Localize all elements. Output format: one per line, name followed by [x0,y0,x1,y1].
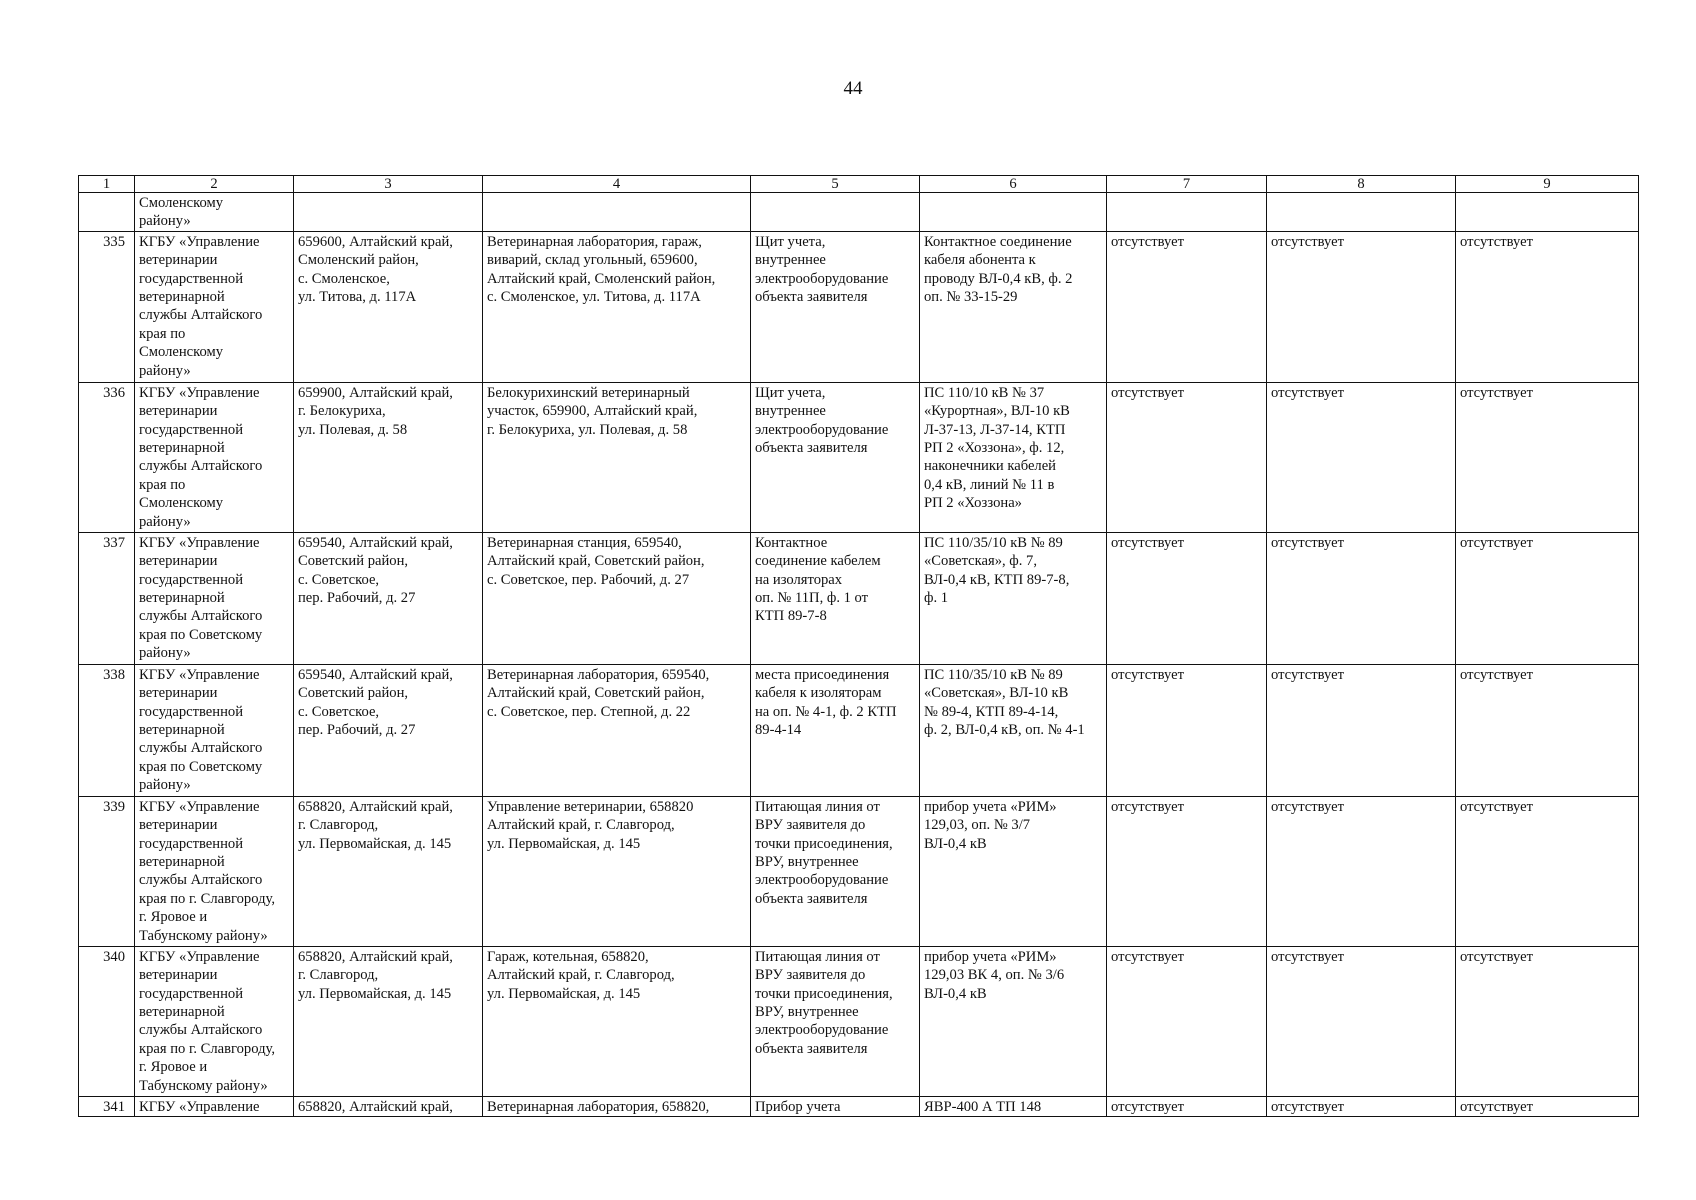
org-name: КГБУ «Управление ветеринарии государственной ветеринарной службы Алтайского края по Смоленскому району» [139,384,263,530]
status-col8: отсутствует [1271,948,1345,965]
table-cell [920,796,1107,946]
org-address: 658820, Алтайский край, г. Славгород, ул. Первомайская, д. 145 [298,948,453,1002]
org-name: КГБУ «Управление ветеринарии государственной ветеринарной службы Алтайского края по Советскому району» [139,534,263,662]
table-row [79,946,1639,1096]
continuation-row [79,193,1639,232]
org-address: 659540, Алтайский край, Советский район, с. Советское, пер. Рабочий, д. 27 [298,534,453,607]
balance-boundary: Щит учета, внутреннее электрооборудование объекта заявителя [755,384,889,457]
column-header: 5 [751,176,920,193]
connection-point: ПС 110/35/10 кВ № 89 «Советская», ф. 7, ВЛ-0,4 кВ, КТП 89-7-8, ф. 1 [924,534,1070,607]
table-cell [920,946,1107,1096]
table-cell [294,382,483,532]
table-cell [135,946,294,1096]
table-cell [1267,231,1456,382]
table-cell [1267,1096,1456,1116]
table-cell [1267,796,1456,946]
status-col8: отсутствует [1271,666,1345,683]
table-cell [1107,382,1267,532]
object-address: Ветеринарная лаборатория, гараж, виварий, склад угольный, 659600, Алтайский край, Смоленский район, с. Смоленское, ул. Титова, д. 117А [487,233,716,306]
status-col7: отсутствует [1111,1098,1185,1115]
row-number: 341 [103,1098,125,1115]
page-number: 44 [843,78,863,99]
table-cell [1107,664,1267,796]
table-row [79,796,1639,946]
table-cell [483,231,751,382]
object-address: Белокурихинский ветеринарный участок, 659900, Алтайский край, г. Белокуриха, ул. Полевая, д. 58 [487,384,698,438]
column-header: 6 [920,176,1107,193]
table-cell [751,1096,920,1116]
column-header: 2 [135,176,294,193]
table-cell [1267,664,1456,796]
table-cell [920,231,1107,382]
row-number: 336 [103,384,125,401]
org-address: 659600, Алтайский край, Смоленский район, с. Смоленское, ул. Титова, д. 117А [298,233,453,306]
table-cell [1456,1096,1639,1116]
table-cell [483,946,751,1096]
table-cell [1456,193,1639,232]
balance-boundary: Питающая линия от ВРУ заявителя до точки присоединения, ВРУ, внутреннее электрооборудование объекта заявителя [755,948,893,1057]
table-cell [79,193,135,232]
table-cell [751,231,920,382]
status-col7: отсутствует [1111,233,1185,250]
table-cell [920,532,1107,664]
table-cell [1267,532,1456,664]
connection-point: ПС 110/10 кВ № 37 «Курортная», ВЛ-10 кВ Л-37-13, Л-37-14, КТП РП 2 «Хоззона», ф. 12, наконечники кабелей 0,4 кВ, линий № 11 в РП 2 «Хоззона» [924,384,1070,512]
balance-boundary: Контактное соединение кабелем на изоляторах оп. № 11П, ф. 1 от КТП 89-7-8 [755,534,881,625]
table-cell [483,796,751,946]
object-address: Ветеринарная лаборатория, 658820, [487,1098,710,1115]
table-cell [294,532,483,664]
table-cell [1107,946,1267,1096]
row-number: 337 [103,534,125,551]
org-name: КГБУ «Управление ветеринарии государственной ветеринарной службы Алтайского края по г. Славгороду, г. Яровое и Табунскому району» [139,948,276,1094]
column-header: 4 [483,176,751,193]
connection-point: прибор учета «РИМ» 129,03, оп. № 3/7 ВЛ-0,4 кВ [924,798,1057,852]
column-header: 3 [294,176,483,193]
column-header: 8 [1267,176,1456,193]
column-number-row [79,176,1639,193]
table-row [79,664,1639,796]
table-cell [920,193,1107,232]
table-row [79,382,1639,532]
table-cell [1456,382,1639,532]
table-cell [79,532,135,664]
row-number: 339 [103,798,125,815]
object-address: Гараж, котельная, 658820, Алтайский край, г. Славгород, ул. Первомайская, д. 145 [487,948,675,1002]
table-cell [483,382,751,532]
status-col8: отсутствует [1271,233,1345,250]
table-cell [920,382,1107,532]
balance-boundary: Щит учета, внутреннее электрооборудование объекта заявителя [755,233,889,306]
status-col9: отсутствует [1460,948,1534,965]
table-cell [135,532,294,664]
status-col9: отсутствует [1460,534,1534,551]
org-name: Смоленскому району» [139,195,224,230]
status-col9: отсутствует [1460,1098,1534,1115]
balance-boundary: Питающая линия от ВРУ заявителя до точки присоединения, ВРУ, внутреннее электрооборудование объекта заявителя [755,798,893,907]
table-cell [920,664,1107,796]
status-col8: отсутствует [1271,798,1345,815]
connection-point: ЯВР-400 А ТП 148 [924,1098,1042,1115]
table-cell [79,796,135,946]
table-cell [751,796,920,946]
table-cell [79,664,135,796]
table-cell [751,532,920,664]
table-cell [1456,532,1639,664]
table-cell [294,193,483,232]
table-cell [483,664,751,796]
table-cell [79,231,135,382]
table-cell [135,796,294,946]
table-cell [751,946,920,1096]
balance-boundary: места присоединения кабеля к изоляторам на оп. № 4-1, ф. 2 КТП 89-4-14 [755,666,897,739]
table-cell [920,1096,1107,1116]
balance-boundary: Прибор учета [755,1098,841,1115]
table-cell [1456,946,1639,1096]
column-header: 7 [1107,176,1267,193]
status-col7: отсутствует [1111,534,1185,551]
table-cell [1107,231,1267,382]
column-header: 1 [79,176,135,193]
table-cell [1267,382,1456,532]
status-col7: отсутствует [1111,798,1185,815]
table-row [79,532,1639,664]
object-address: Ветеринарная станция, 659540, Алтайский край, Советский район, с. Советское, пер. Рабочий, д. 27 [487,534,705,588]
status-col7: отсутствует [1111,666,1185,683]
table-cell [1107,796,1267,946]
table-cell [483,532,751,664]
org-name: КГБУ «Управление ветеринарии государственной ветеринарной службы Алтайского края по Смоленскому району» [139,233,263,379]
status-col8: отсутствует [1271,534,1345,551]
object-address: Управление ветеринарии, 658820 Алтайский край, г. Славгород, ул. Первомайская, д. 145 [487,798,694,852]
table-cell [79,1096,135,1116]
table-cell [294,664,483,796]
status-col7: отсутствует [1111,948,1185,965]
table-cell [483,1096,751,1116]
org-name: КГБУ «Управление ветеринарии государственной ветеринарной службы Алтайского края по г. Славгороду, г. Яровое и Табунскому району» [139,798,276,944]
table-cell [1456,664,1639,796]
table-cell [483,193,751,232]
table-cell [79,382,135,532]
table-cell [135,664,294,796]
row-number: 340 [103,948,125,965]
org-name: КГБУ «Управление [139,1098,260,1115]
table-cell [294,796,483,946]
table-cell [135,1096,294,1116]
table-cell [1107,532,1267,664]
table-cell [135,193,294,232]
status-col7: отсутствует [1111,384,1185,401]
connection-point: Контактное соединение кабеля абонента к проводу ВЛ-0,4 кВ, ф. 2 оп. № 33-15-29 [924,233,1073,306]
table-cell [294,946,483,1096]
table-row [79,231,1639,382]
table-cell [1456,796,1639,946]
org-address: 659540, Алтайский край, Советский район, с. Советское, пер. Рабочий, д. 27 [298,666,453,739]
table-cell [1267,193,1456,232]
table-cell [1107,1096,1267,1116]
status-col8: отсутствует [1271,384,1345,401]
table-cell [79,946,135,1096]
table-cell [135,231,294,382]
connection-point: прибор учета «РИМ» 129,03 ВК 4, оп. № 3/6 ВЛ-0,4 кВ [924,948,1065,1002]
table-cell [751,193,920,232]
row-number: 335 [103,233,125,250]
status-col9: отсутствует [1460,798,1534,815]
org-address: 659900, Алтайский край, г. Белокуриха, ул. Полевая, д. 58 [298,384,453,438]
table-cell [294,231,483,382]
status-col9: отсутствует [1460,233,1534,250]
table-row [79,1096,1639,1116]
table-cell [1107,193,1267,232]
table-cell [1456,231,1639,382]
status-col9: отсутствует [1460,384,1534,401]
object-address: Ветеринарная лаборатория, 659540, Алтайский край, Советский район, с. Советское, пер. Степной, д. 22 [487,666,710,720]
connection-point: ПС 110/35/10 кВ № 89 «Советская», ВЛ-10 кВ № 89-4, КТП 89-4-14, ф. 2, ВЛ-0,4 кВ, оп. № 4-1 [924,666,1085,739]
table-body [79,176,1639,1117]
registry-table [78,175,1639,1117]
column-header: 9 [1456,176,1639,193]
row-number: 338 [103,666,125,683]
table-cell [135,382,294,532]
table-cell [1267,946,1456,1096]
table-cell [751,382,920,532]
org-address: 658820, Алтайский край, [298,1098,453,1115]
status-col9: отсутствует [1460,666,1534,683]
org-address: 658820, Алтайский край, г. Славгород, ул. Первомайская, д. 145 [298,798,453,852]
table-cell [751,664,920,796]
table-cell [294,1096,483,1116]
status-col8: отсутствует [1271,1098,1345,1115]
org-name: КГБУ «Управление ветеринарии государственной ветеринарной службы Алтайского края по Советскому району» [139,666,263,794]
